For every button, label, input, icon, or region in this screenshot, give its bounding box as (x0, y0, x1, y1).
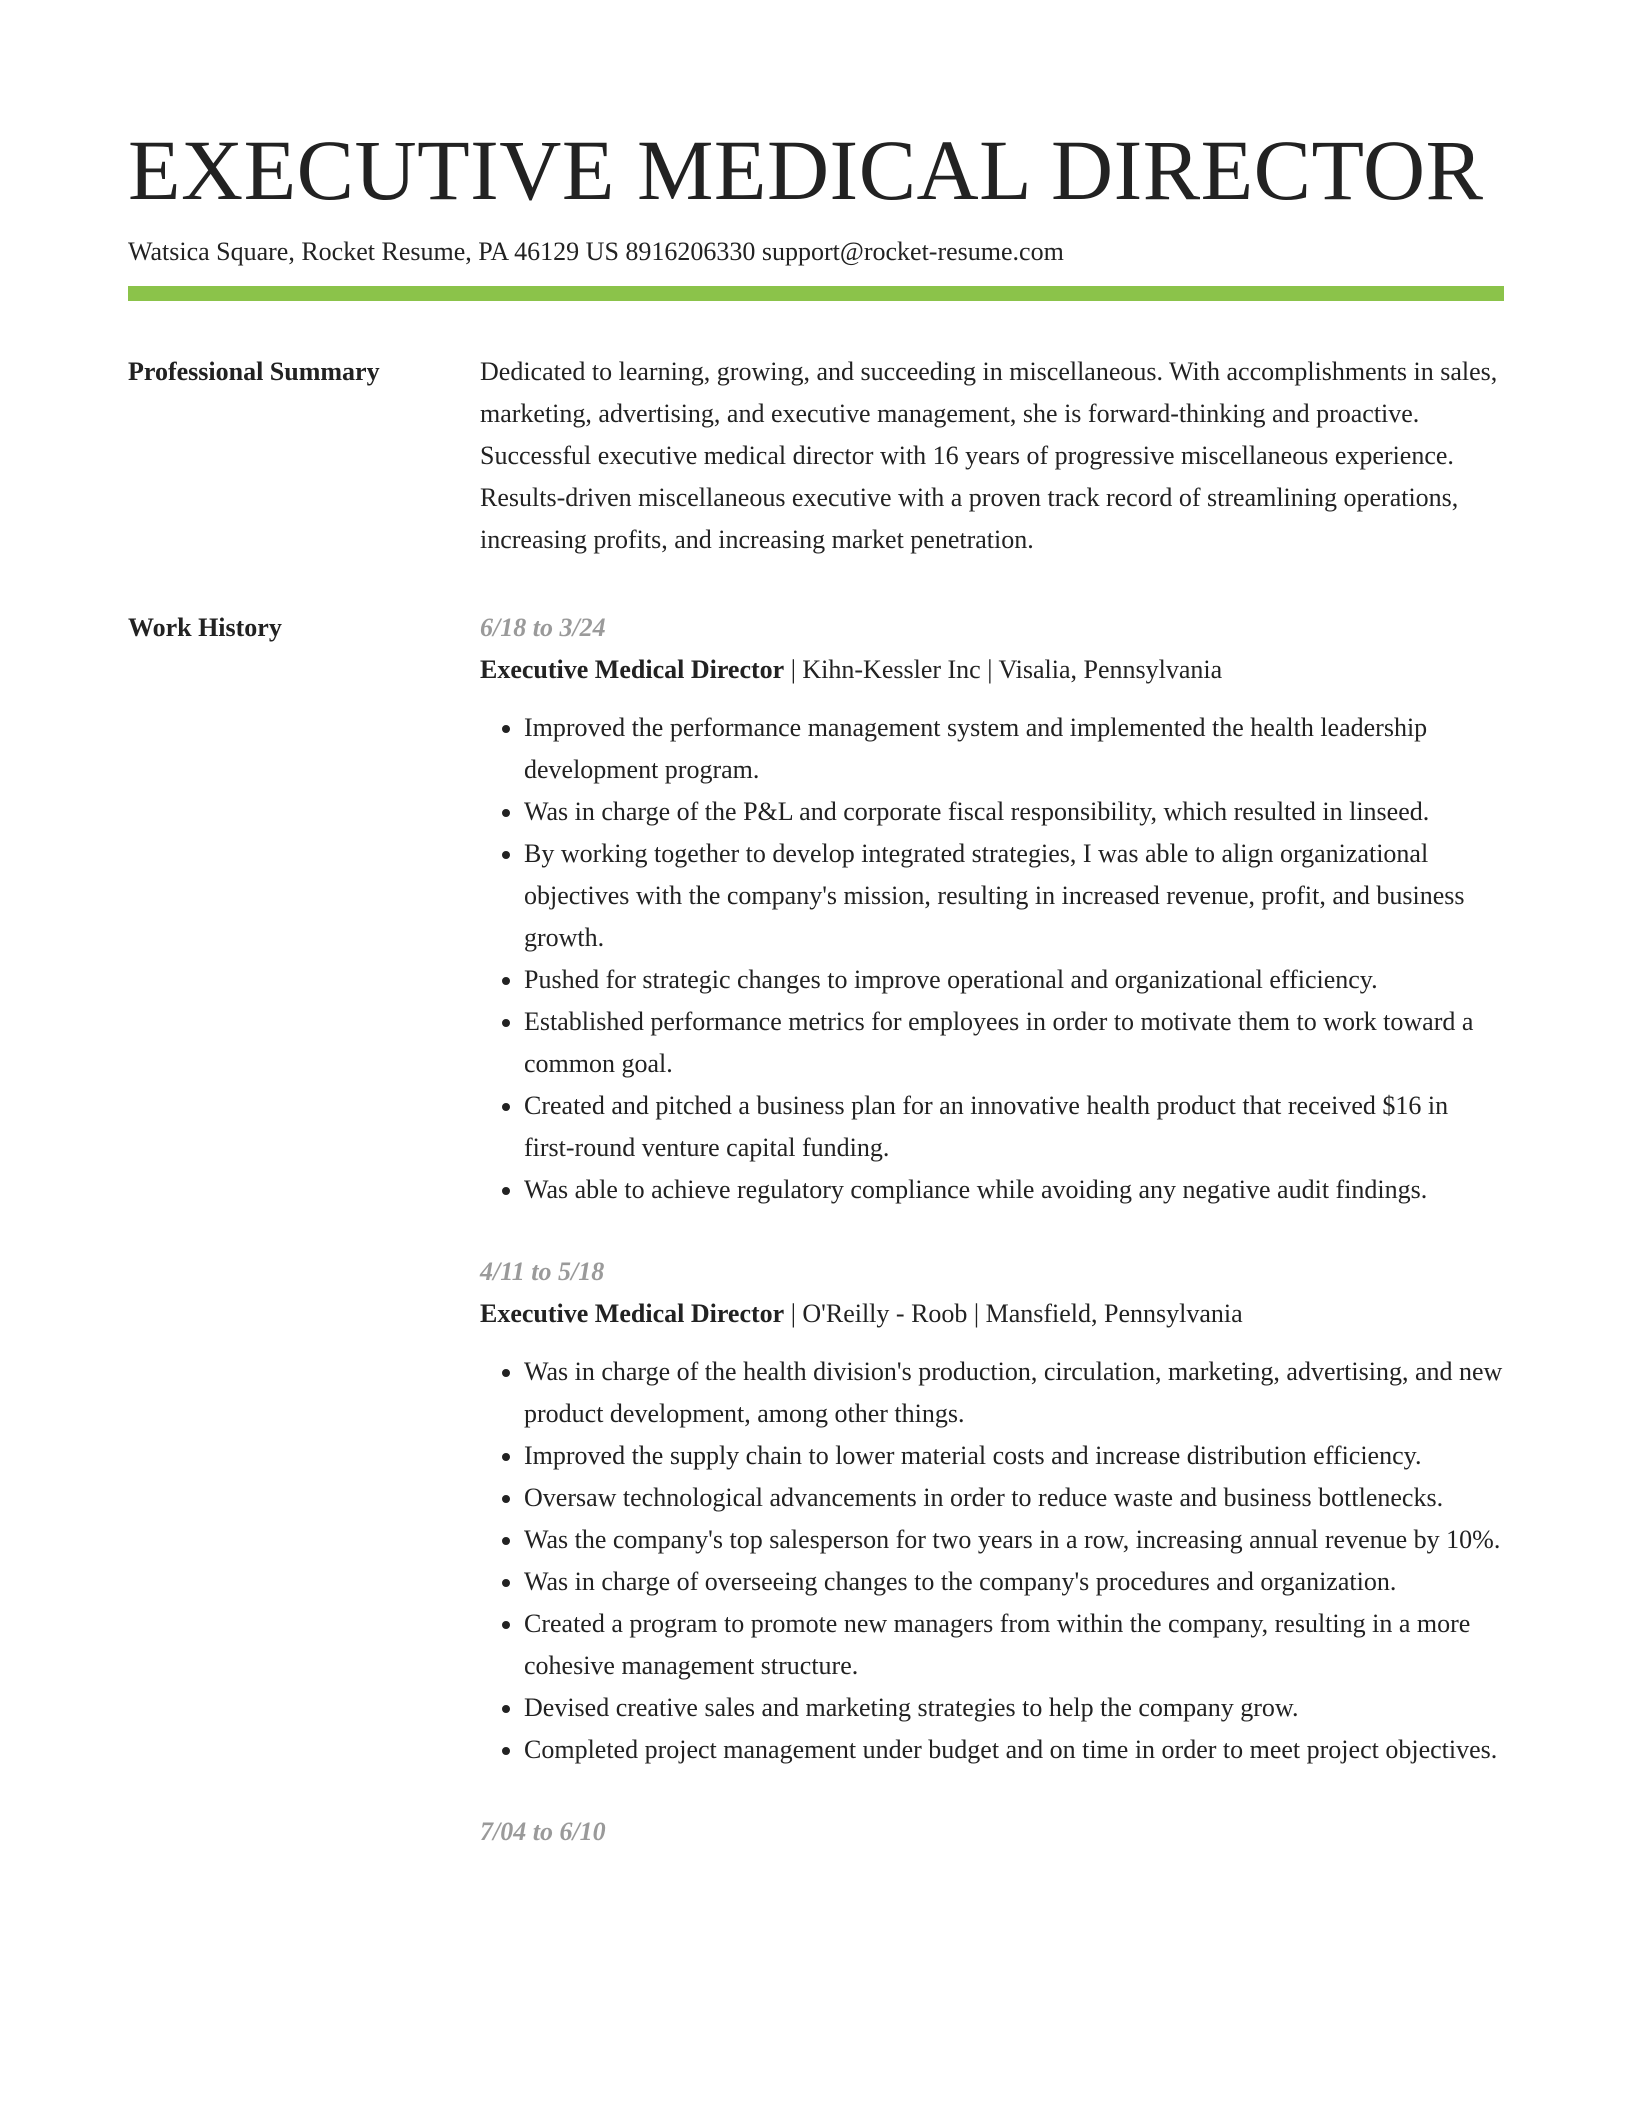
job-bullet: • Completed project management under budget and on time in order to meet project objectives. (524, 1729, 1504, 1771)
job-title-line (480, 1293, 1504, 1335)
work-history-section (128, 607, 1504, 1853)
job-bullet-list (480, 1351, 1504, 1771)
professional-summary-section (128, 351, 1504, 561)
resume-page (128, 118, 1504, 1893)
job-title: Executive Medical Director (480, 655, 785, 684)
job-entry (480, 1811, 1504, 1853)
job-title-line (480, 649, 1504, 691)
header-divider (128, 286, 1504, 301)
job-entry (480, 1251, 1504, 1771)
job-bullet: • Pushed for strategic changes to improve operational and organizational efficiency. (524, 959, 1504, 1001)
job-bullet: • Was the company's top salesperson for two years in a row, increasing annual revenue by 10%. (524, 1519, 1504, 1561)
resume-title: EXECUTIVE MEDICAL DIRECTOR (128, 122, 1484, 218)
job-bullet: • Was in charge of the health division's production, circulation, marketing, advertising, and new product development, among other things. (524, 1351, 1504, 1435)
job-bullet-list (480, 707, 1504, 1211)
summary-text: Dedicated to learning, growing, and succeeding in miscellaneous. With accomplishments in sales, marketing, advertising, and executive management, she is forward-thinking and proactive. Successful executive medical director with 16 years of progressive miscellaneous experience. Results-driven miscellaneous executive with a proven track record of streamlining operations, increasing profits, and increasing market penetration. (480, 357, 1498, 554)
job-employer-location: | Kihn-Kessler Inc | Visalia, Pennsylvania (784, 655, 1223, 684)
job-bullet: • Devised creative sales and marketing strategies to help the company grow. (524, 1687, 1504, 1729)
work-history-body (480, 607, 1504, 1853)
job-bullet: • Was able to achieve regulatory compliance while avoiding any negative audit findings. (524, 1169, 1504, 1211)
job-bullet: • Established performance metrics for employees in order to motivate them to work toward a common goal. (524, 1001, 1504, 1085)
job-bullet: • Created a program to promote new managers from within the company, resulting in a more cohesive management structure. (524, 1603, 1504, 1687)
summary-body (480, 351, 1504, 561)
job-bullet: • Improved the supply chain to lower material costs and increase distribution efficiency. (524, 1435, 1504, 1477)
contact-info: Watsica Square, Rocket Resume, PA 46129 US 8916206330 support@rocket-resume.com (128, 237, 1064, 266)
job-entry (480, 607, 1504, 1211)
job-dates: 6/18 to 3/24 (480, 613, 606, 642)
job-bullet: • By working together to develop integrated strategies, I was able to align organizational objectives with the company's mission, resulting in increased revenue, profit, and business growth. (524, 833, 1504, 959)
job-bullet: • Created and pitched a business plan for an innovative health product that received $16 in first-round venture capital funding. (524, 1085, 1504, 1169)
section-heading-summary: Professional Summary (128, 357, 380, 386)
job-employer-location: | O'Reilly - Roob | Mansfield, Pennsylvania (784, 1299, 1243, 1328)
job-title: Executive Medical Director (480, 1299, 785, 1328)
job-dates: 7/04 to 6/10 (480, 1817, 606, 1846)
job-bullet: • Oversaw technological advancements in order to reduce waste and business bottlenecks. (524, 1477, 1504, 1519)
job-bullet: • Was in charge of overseeing changes to the company's procedures and organization. (524, 1561, 1504, 1603)
section-heading-work-history: Work History (128, 613, 282, 642)
job-bullet: • Improved the performance management system and implemented the health leadership development program. (524, 707, 1504, 791)
job-dates: 4/11 to 5/18 (480, 1257, 605, 1286)
job-bullet: • Was in charge of the P&L and corporate fiscal responsibility, which resulted in linseed. (524, 791, 1504, 833)
